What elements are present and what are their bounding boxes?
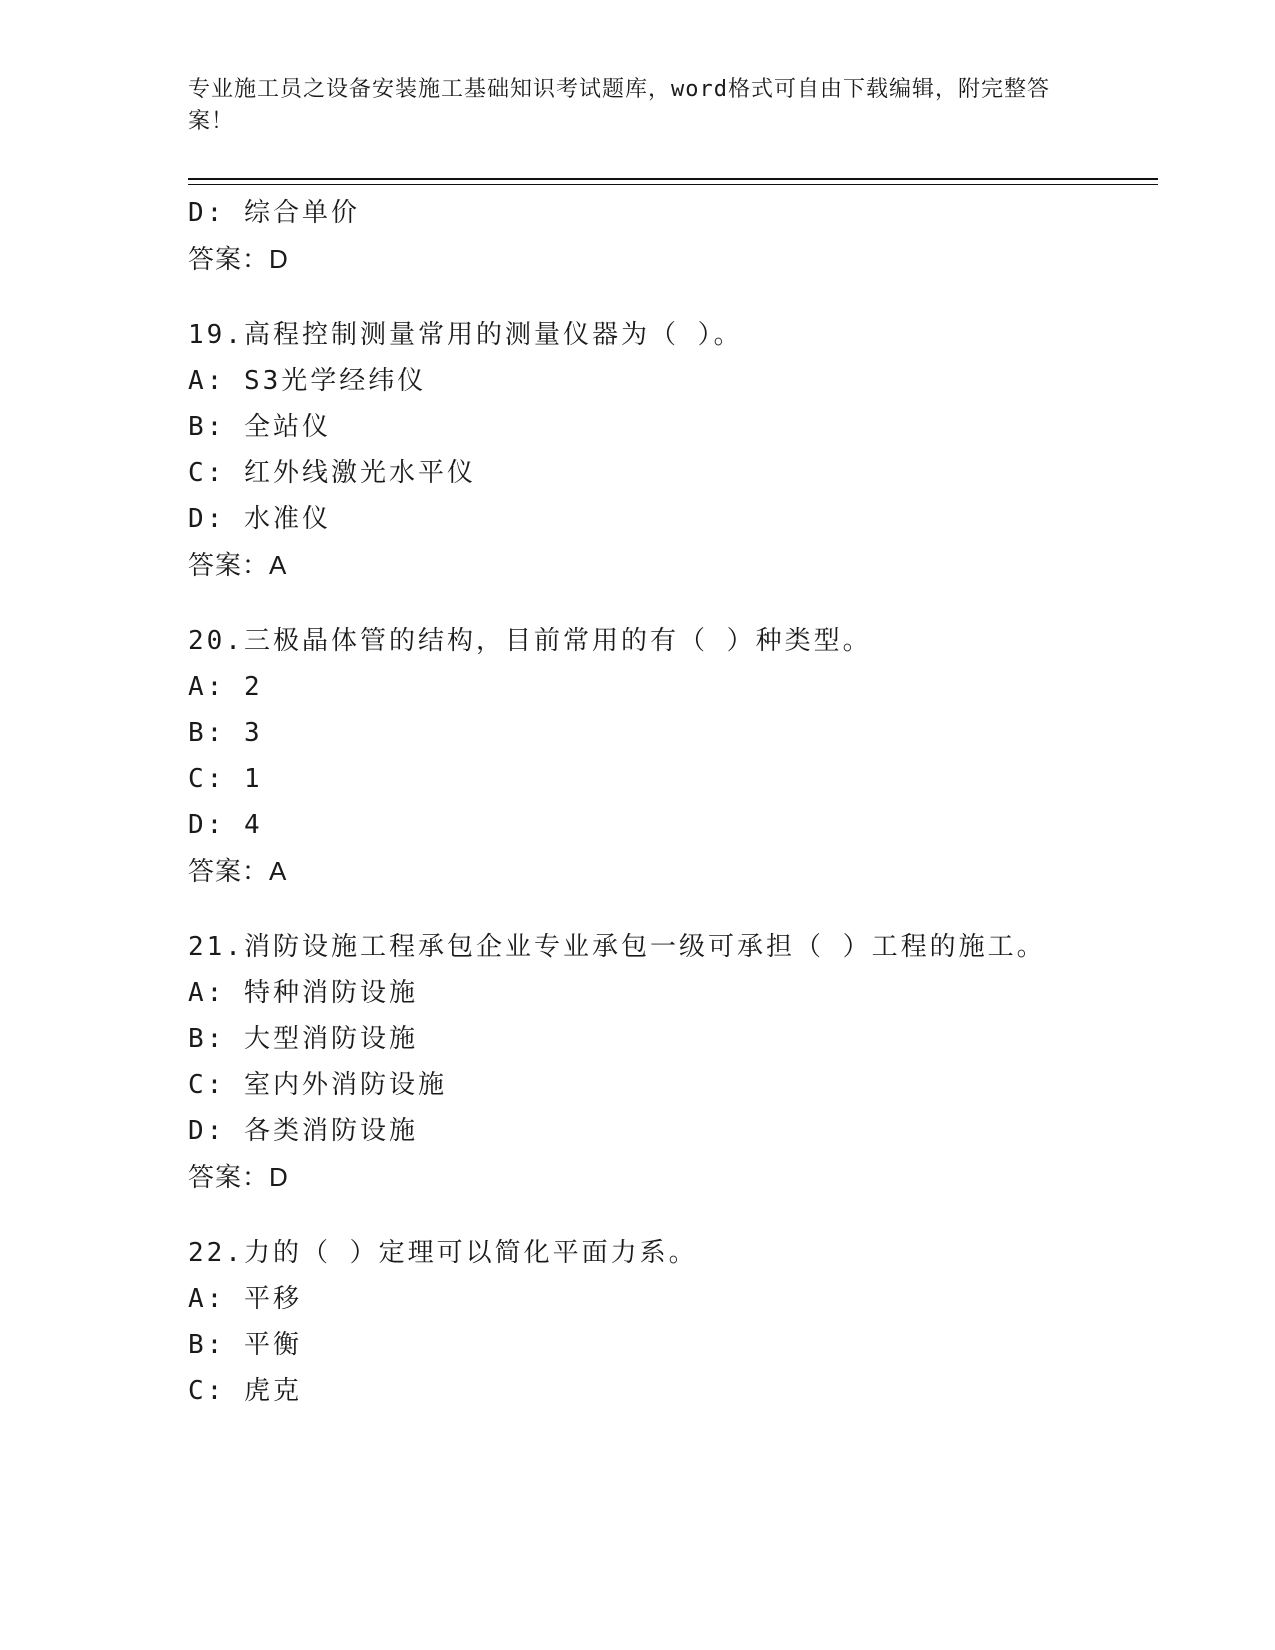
header-divider-thin xyxy=(188,184,1158,185)
question-19: 19.高程控制测量常用的测量仪器为（ ）。 xyxy=(188,320,743,350)
answer-line: 答案：D xyxy=(188,1162,289,1192)
option-a: A: 平移 xyxy=(188,1284,302,1314)
option-b: B: 全站仪 xyxy=(188,412,331,442)
option-d: D: 水准仪 xyxy=(188,504,331,534)
option-c: C: 室内外消防设施 xyxy=(188,1070,447,1100)
question-list xyxy=(188,190,1158,1414)
option-d: D: 综合单价 xyxy=(188,198,360,228)
answer-line: 答案：A xyxy=(188,550,288,580)
question-21: 21.消防设施工程承包企业专业承包一级可承担（ ）工程的施工。 xyxy=(188,932,1046,962)
option-b: B: 大型消防设施 xyxy=(188,1024,418,1054)
question-20: 20.三极晶体管的结构，目前常用的有（ ）种类型。 xyxy=(188,626,872,656)
option-d: D: 各类消防设施 xyxy=(188,1116,418,1146)
option-d: D: 4 xyxy=(188,810,263,840)
option-a: A: 2 xyxy=(188,672,263,702)
option-b: B: 平衡 xyxy=(188,1330,302,1360)
answer-line: 答案：A xyxy=(188,856,288,886)
option-c: C: 虎克 xyxy=(188,1376,302,1406)
option-b: B: 3 xyxy=(188,718,263,748)
header-divider-thick xyxy=(188,178,1158,180)
option-c: C: 1 xyxy=(188,764,263,794)
option-a: A: 特种消防设施 xyxy=(188,978,418,1008)
document-header: 专业施工员之设备安装施工基础知识考试题库，word格式可自由下载编辑，附完整答案！ xyxy=(188,77,1050,134)
option-c: C: 红外线激光水平仪 xyxy=(188,458,476,488)
answer-line: 答案：D xyxy=(188,244,289,274)
question-22: 22.力的（ ）定理可以简化平面力系。 xyxy=(188,1238,698,1268)
option-a: A: S3光学经纬仪 xyxy=(188,366,427,396)
